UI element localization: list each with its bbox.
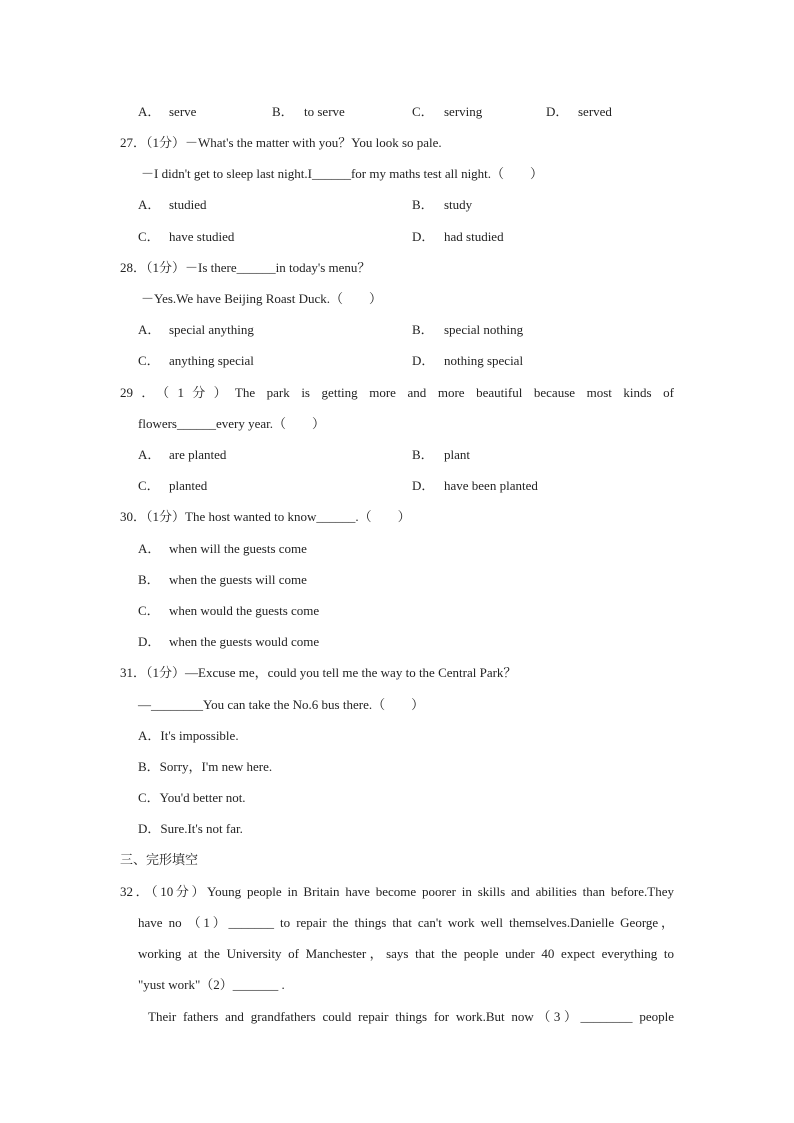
q27-option-a-label: A． [138, 197, 161, 212]
q30-option-a-text[interactable]: when will the guests come [169, 541, 307, 556]
q29-option-c-label: C． [138, 478, 160, 493]
q26-option-b-text[interactable]: to serve [304, 104, 345, 119]
q30-option-d-label: D． [138, 634, 161, 649]
q30-option-b-label: B． [138, 572, 160, 587]
q31-option-d[interactable]: D．Sure.It's not far. [138, 821, 243, 836]
q27-option-d-label: D． [412, 229, 435, 244]
q27-option-c-label: C． [138, 229, 160, 244]
q28-option-d-text[interactable]: nothing special [444, 353, 524, 368]
q27-stem: 27．（1分）－What's the matter with you？You look so pale. [120, 135, 442, 150]
q28-option-a-text[interactable]: special anything [169, 322, 254, 337]
q31-option-a[interactable]: A．It's impossible. [138, 728, 239, 743]
q27-option-c-text[interactable]: have studied [169, 229, 235, 244]
q28-option-a-label: A． [138, 322, 161, 337]
q31-stem: 31．（1分）—Excuse me，could you tell me the way to the Central Park？ [120, 665, 517, 680]
q28-option-d-label: D． [412, 353, 435, 368]
q27-option-a-text[interactable]: studied [169, 197, 207, 212]
q31-option-b[interactable]: B．Sorry，I'm new here. [138, 759, 273, 774]
q26-option-d-label: D． [546, 104, 569, 119]
q26-option-b-label: B． [272, 104, 294, 119]
q32-line-2: have no （1）_______ to repair the things that can't work well themselves.Danielle George， [138, 915, 674, 930]
q29-option-b-label: B． [412, 447, 434, 462]
q26-option-a-text[interactable]: serve [169, 104, 197, 119]
q31-reply: —________You can take the No.6 bus there.（ ） [138, 697, 425, 712]
q28-option-b-text[interactable]: special nothing [444, 322, 524, 337]
q27-option-d-text[interactable]: had studied [444, 229, 504, 244]
q29-option-b-text[interactable]: plant [444, 447, 470, 462]
q29-stem: 29．（1分）The park is getting more and more beautiful because most kinds of [120, 385, 674, 400]
q32-line-3: working at the University of Manchester，says that the people under 40 expect everything to [138, 946, 674, 961]
q29-option-a-label: A． [138, 447, 161, 462]
q29-option-c-text[interactable]: planted [169, 478, 208, 493]
q29-option-d-text[interactable]: have been planted [444, 478, 538, 493]
q28-option-b-label: B． [412, 322, 434, 337]
q32-line-1: 32．（10分）Young people in Britain have become poorer in skills and abilities than before.They [120, 884, 674, 899]
q29-stem-continued: flowers______every year.（ ） [138, 416, 326, 431]
q29-option-d-label: D． [412, 478, 435, 493]
q29-option-a-text[interactable]: are planted [169, 447, 227, 462]
q27-option-b-label: B． [412, 197, 434, 212]
q26-option-c-text[interactable]: serving [444, 104, 483, 119]
q30-option-b-text[interactable]: when the guests will come [169, 572, 307, 587]
q26-option-c-label: C． [412, 104, 434, 119]
q27-reply: －I didn't get to sleep last night.I______for my maths test all night.（ ） [141, 166, 544, 181]
q27-option-b-text[interactable]: study [444, 197, 473, 212]
section-heading-cloze: 三、完形填空 [120, 853, 199, 868]
q32-line-4: "yust work"（2）_______ . [138, 977, 285, 992]
q32-line-5: Their fathers and grandfathers could repair things for work.But now（3）________ people [148, 1009, 674, 1024]
q28-option-c-label: C． [138, 353, 160, 368]
q30-option-d-text[interactable]: when the guests would come [169, 634, 320, 649]
q28-option-c-text[interactable]: anything special [169, 353, 254, 368]
q30-stem: 30．（1分）The host wanted to know______.（ ） [120, 509, 411, 524]
q30-option-a-label: A． [138, 541, 161, 556]
q28-stem: 28．（1分）－Is there______in today's menu？ [120, 260, 371, 275]
q26-option-d-text[interactable]: served [578, 104, 612, 119]
q26-option-a-label: A． [138, 104, 161, 119]
q30-option-c-label: C． [138, 603, 160, 618]
q30-option-c-text[interactable]: when would the guests come [169, 603, 320, 618]
q31-option-c[interactable]: C．You'd better not. [138, 790, 246, 805]
q28-reply: －Yes.We have Beijing Roast Duck.（ ） [141, 291, 383, 306]
